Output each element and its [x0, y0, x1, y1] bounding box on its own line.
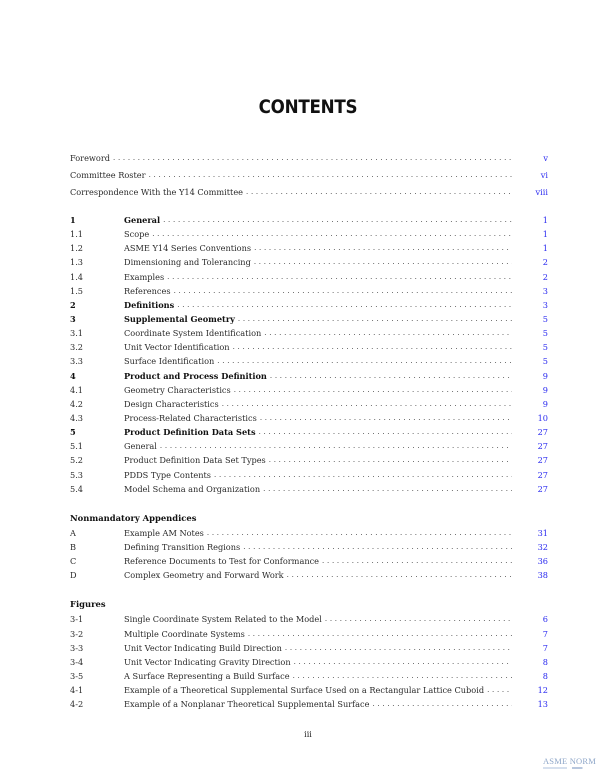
dot-leader — [160, 439, 512, 453]
toc-entry-label: Unit Vector Indicating Gravity Direction — [124, 656, 291, 667]
toc-page-link[interactable]: 31 — [537, 527, 548, 538]
appendix-letter: B — [70, 541, 77, 552]
toc-page-link[interactable]: 5 — [542, 356, 548, 367]
toc-page-link[interactable]: viii — [535, 187, 548, 197]
dot-leader — [233, 340, 512, 354]
toc-entry-label: Design Characteristics — [124, 398, 219, 409]
toc-entry-appendix[interactable] — [70, 540, 548, 554]
toc-entry-label: Definitions — [124, 299, 175, 310]
toc-entry-label: ASME Y14 Series Conventions — [124, 243, 252, 254]
section-number: 5 — [70, 427, 76, 438]
toc-entry-label: Coordinate System Identification — [124, 328, 262, 339]
appendices-heading: Nonmandatory Appendices — [70, 512, 197, 523]
toc-entry-subsection[interactable] — [70, 227, 548, 241]
toc-entry-label: Multiple Coordinate Systems — [124, 628, 245, 639]
toc-entry-label: Correspondence With the Y14 Committee — [70, 187, 244, 197]
toc-entry-section[interactable] — [70, 213, 548, 227]
toc-entry-appendix[interactable] — [70, 526, 548, 540]
toc-entry-label: Process-Related Characteristics — [124, 412, 257, 423]
appendix-letter: A — [70, 527, 76, 538]
toc-entry-label: Committee Roster — [70, 170, 146, 180]
toc-entry-section[interactable] — [70, 425, 548, 439]
toc-page-link[interactable]: v — [543, 153, 548, 163]
dot-leader — [149, 167, 512, 184]
toc-page-link[interactable]: 2 — [542, 271, 548, 282]
toc-entry-label: Model Schema and Organization — [124, 483, 261, 494]
toc-entry-label: A Surface Representing a Build Surface — [124, 670, 290, 681]
toc-entry-label: Surface Identification — [124, 356, 215, 367]
toc-page-link[interactable]: 8 — [542, 656, 548, 667]
toc-entry-subsection[interactable] — [70, 255, 548, 269]
toc-entry-label: PDDS Type Contents — [124, 469, 211, 480]
appendix-letter: D — [70, 570, 77, 581]
section-number: 1.1 — [70, 229, 84, 240]
spacer — [70, 582, 548, 596]
dot-leader — [254, 255, 512, 269]
asme-norm-watermark-logo — [543, 756, 596, 769]
section-number: 3.1 — [70, 328, 84, 339]
toc-entry-label: Scope — [124, 229, 150, 240]
toc-page-link[interactable]: 3 — [542, 299, 548, 310]
toc-entry-subsection[interactable] — [70, 241, 548, 255]
toc-page-link[interactable]: 5 — [542, 313, 548, 324]
figure-number: 3-5 — [70, 670, 84, 681]
section-number: 3 — [70, 313, 76, 324]
figure-number: 3-3 — [70, 642, 84, 653]
dot-leader — [152, 227, 512, 241]
dot-leader — [113, 150, 512, 167]
toc-entry-label: Geometry Characteristics — [124, 384, 231, 395]
toc-entry-label: Example of a Nonplanar Theoretical Supplemental Surface — [124, 699, 370, 710]
dot-leader — [217, 354, 512, 368]
toc-entry-label: Product Definition Data Set Types — [124, 455, 266, 466]
toc-entry-label: References — [124, 285, 171, 296]
toc-page-link[interactable]: 27 — [537, 455, 548, 466]
sections-list — [70, 213, 548, 496]
dot-leader — [285, 641, 512, 655]
toc-page-link[interactable]: 10 — [537, 412, 548, 423]
dot-leader — [243, 540, 512, 554]
toc-entry-label: Examples — [124, 271, 165, 282]
toc-entry-label: General — [124, 215, 161, 225]
figure-number: 4-1 — [70, 685, 84, 696]
toc-page-link[interactable]: 27 — [537, 441, 548, 452]
dot-leader — [264, 326, 512, 340]
page-number: iii — [304, 730, 312, 739]
toc-entry-subsection[interactable] — [70, 439, 548, 453]
toc-page-link[interactable]: 27 — [537, 469, 548, 480]
toc-entry-label: Defining Transition Regions — [124, 541, 241, 552]
toc-page-link[interactable]: vi — [540, 170, 548, 180]
page-title: CONTENTS — [258, 96, 358, 118]
toc-page-link[interactable]: 13 — [537, 699, 548, 710]
dot-leader — [487, 683, 512, 697]
dot-leader — [238, 312, 512, 326]
dot-leader — [163, 213, 512, 227]
spacer — [70, 496, 548, 510]
toc-entry-label: Example of a Theoretical Supplemental Surface Used on a Rectangular Lattice Cuboid — [124, 685, 485, 696]
section-number: 4.3 — [70, 412, 84, 423]
toc-entry-figure[interactable] — [70, 683, 548, 697]
watermark-text: ASME NORM — [542, 756, 596, 766]
toc-page-link[interactable]: 38 — [537, 570, 548, 581]
toc-entry-figure[interactable] — [70, 669, 548, 683]
toc-entry-section[interactable] — [70, 369, 548, 383]
toc-page-link[interactable]: 9 — [542, 370, 548, 381]
toc-entry-subsection[interactable] — [70, 482, 548, 496]
toc-entry-subsection[interactable] — [70, 270, 548, 284]
appendices-list — [70, 510, 548, 583]
toc-entry-figure[interactable] — [70, 612, 548, 626]
toc-entry-subsection[interactable] — [70, 411, 548, 425]
section-number: 5.3 — [70, 469, 84, 480]
dot-leader — [214, 468, 512, 482]
toc-entry-section[interactable] — [70, 312, 548, 326]
toc-entry-subsection[interactable] — [70, 383, 548, 397]
figure-number: 3-2 — [70, 628, 84, 639]
spacer — [70, 201, 548, 213]
front-matter-list — [70, 150, 548, 201]
dot-leader — [167, 270, 512, 284]
toc-entry-section[interactable] — [70, 298, 548, 312]
toc-entry-label: Foreword — [70, 153, 111, 163]
toc-page-link[interactable]: 2 — [542, 257, 548, 268]
section-number: 1.3 — [70, 257, 84, 268]
toc-entry-subsection[interactable] — [70, 340, 548, 354]
section-number: 4 — [70, 370, 76, 381]
section-number: 1 — [70, 215, 76, 225]
dot-leader — [294, 655, 512, 669]
toc-entry-subsection[interactable] — [70, 453, 548, 467]
dot-leader — [254, 241, 512, 255]
toc-page-link[interactable]: 27 — [537, 483, 548, 494]
toc-entry-label: Product and Process Definition — [124, 370, 267, 381]
dot-leader — [248, 627, 512, 641]
dot-leader — [234, 383, 512, 397]
toc-page-link[interactable]: 6 — [542, 614, 548, 625]
dot-leader — [270, 369, 512, 383]
toc-page-link[interactable]: 7 — [542, 628, 548, 639]
watermark-underline — [543, 767, 596, 769]
dot-leader — [263, 482, 512, 496]
toc-entry-label: General — [124, 441, 157, 452]
toc-entry-subsection[interactable] — [70, 326, 548, 340]
toc-page-link[interactable]: 36 — [537, 556, 548, 567]
appendix-letter: C — [70, 556, 77, 567]
dot-leader — [174, 284, 512, 298]
toc-entry-label: Single Coordinate System Related to the Model — [124, 614, 322, 625]
toc-entry-appendix[interactable] — [70, 554, 548, 568]
toc-page-link[interactable]: 8 — [542, 670, 548, 681]
dot-leader — [260, 411, 512, 425]
toc-entry-label: Dimensioning and Tolerancing — [124, 257, 251, 268]
toc-entry-committee-roster[interactable] — [70, 167, 548, 184]
section-number: 3.2 — [70, 342, 84, 353]
figure-number: 3-1 — [70, 614, 84, 625]
toc-page-link[interactable]: 5 — [542, 342, 548, 353]
toc-page-link[interactable]: 7 — [542, 642, 548, 653]
section-number: 2 — [70, 299, 76, 310]
dot-leader — [177, 298, 512, 312]
figure-number: 4-2 — [70, 699, 84, 710]
section-number: 1.5 — [70, 285, 84, 296]
dot-leader — [325, 612, 512, 626]
toc-entry-figure[interactable] — [70, 655, 548, 669]
section-number: 5.2 — [70, 455, 84, 466]
toc-entry-appendix[interactable] — [70, 568, 548, 582]
toc-entry-label: Example AM Notes — [124, 527, 204, 538]
toc-entry-subsection[interactable] — [70, 468, 548, 482]
dot-leader — [287, 568, 512, 582]
toc-entry-subsection[interactable] — [70, 284, 548, 298]
toc-entry-label: Unit Vector Identification — [124, 342, 230, 353]
toc-page-link[interactable]: 32 — [537, 541, 548, 552]
toc-entry-subsection[interactable] — [70, 397, 548, 411]
dot-leader — [372, 697, 512, 711]
dot-leader — [259, 425, 512, 439]
toc-entry-label: Unit Vector Indicating Build Direction — [124, 642, 282, 653]
section-number: 4.1 — [70, 384, 84, 395]
toc-page-link[interactable]: 12 — [537, 685, 548, 696]
figures-heading: Figures — [70, 599, 106, 610]
dot-leader — [293, 669, 512, 683]
toc-page-link[interactable]: 27 — [537, 427, 548, 438]
dot-leader — [207, 526, 512, 540]
toc-entry-foreword[interactable] — [70, 150, 548, 167]
toc-entry-figure[interactable] — [70, 697, 548, 711]
figures-list — [70, 596, 548, 711]
toc-entry-label: Supplemental Geometry — [124, 313, 235, 324]
section-number: 5.1 — [70, 441, 84, 452]
toc-page-link[interactable]: 5 — [542, 328, 548, 339]
table-of-contents — [70, 150, 548, 711]
toc-entry-figure[interactable] — [70, 641, 548, 655]
section-number: 3.3 — [70, 356, 84, 367]
dot-leader — [222, 397, 512, 411]
toc-entry-subsection[interactable] — [70, 354, 548, 368]
toc-page-link[interactable]: 3 — [542, 285, 548, 296]
section-number: 1.2 — [70, 243, 84, 254]
toc-entry-label: Product Definition Data Sets — [124, 427, 256, 438]
toc-entry-label: Reference Documents to Test for Conformance — [124, 556, 320, 567]
dot-leader — [246, 184, 512, 201]
section-number: 4.2 — [70, 398, 84, 409]
toc-page-link[interactable]: 1 — [542, 215, 548, 225]
toc-page-link[interactable]: 1 — [542, 229, 548, 240]
toc-entry-figure[interactable] — [70, 627, 548, 641]
section-number: 5.4 — [70, 483, 84, 494]
toc-page-link[interactable]: 9 — [542, 398, 548, 409]
dot-leader — [322, 554, 512, 568]
section-number: 1.4 — [70, 271, 84, 282]
figure-number: 3-4 — [70, 656, 84, 667]
toc-entry-label: Complex Geometry and Forward Work — [124, 570, 284, 581]
dot-leader — [269, 453, 512, 467]
toc-entry-correspondence[interactable] — [70, 184, 548, 201]
toc-page-link[interactable]: 9 — [542, 384, 548, 395]
toc-page-link[interactable]: 1 — [542, 243, 548, 254]
